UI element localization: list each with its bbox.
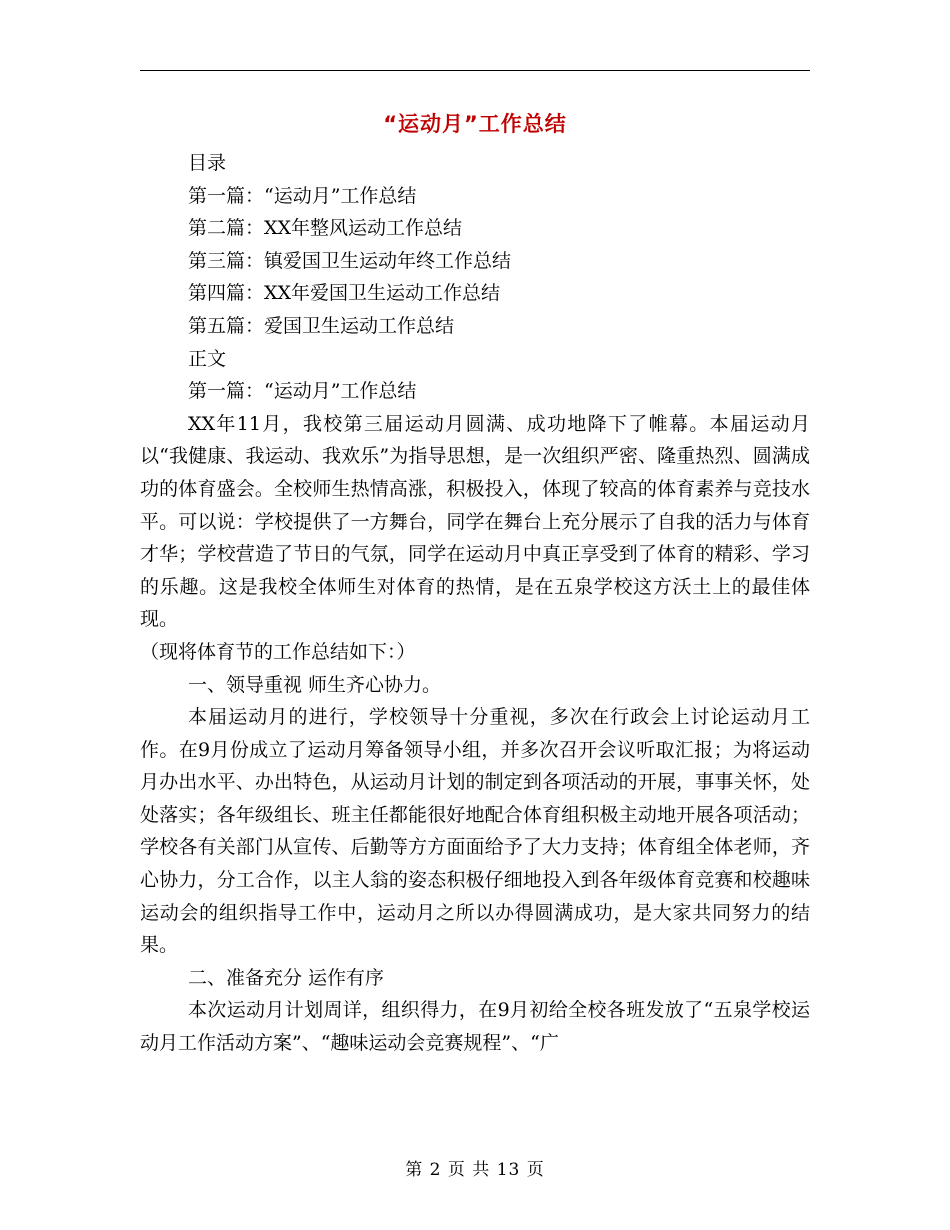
paragraph: 本次运动月计划周详，组织得力，在9月初给全校各班发放了“五泉学校运动月工作活动方案”、“趣味运动会竞赛规程”、“广: [140, 999, 810, 1055]
document-body: [140, 147, 810, 1060]
toc-item: 第一篇：“运动月”工作总结: [188, 184, 417, 207]
paragraph: XX年11月，我校第三届运动月圆满、成功地降下了帷幕。本届运动月以“我健康、我运动、我欢乐”为指导思想，是一次组织严密、隆重热烈、圆满成功的体育盛会。全校师生热情高涨，积极投入，体现了较高的体育素养与竞技水平。可以说：学校提供了一方舞台，同学在舞台上充分展示了自我的活力与体育才华；学校营造了节日的气氛，同学在运动月中真正享受到了体育的精彩、学习的乐趣。这是我校全体师生对体育的热情，是在五泉学校这方沃土上的最佳体现。: [140, 412, 810, 631]
toc-item: 第二篇：XX年整风运动工作总结: [188, 217, 463, 240]
section-heading: 一、领导重视 师生齐心协力。: [188, 673, 442, 696]
paragraph-note: （现将体育节的工作总结如下：）: [140, 640, 416, 663]
toc-item: 第四篇：XX年爱国卫生运动工作总结: [188, 282, 501, 305]
header-rule: [140, 70, 810, 71]
toc-item: 第三篇：镇爱国卫生运动年终工作总结: [188, 249, 512, 272]
body-heading: 正文: [188, 347, 227, 370]
paragraph: 本届运动月的进行，学校领导十分重视，多次在行政会上讨论运动月工作。在9月份成立了运动月筹备领导小组，并多次召开会议听取汇报；为将运动月办出水平、办出特色，从运动月计划的制定到各项活动的开展，事事关怀，处处落实；各年级组长、班主任都能很好地配合体育组积极主动地开展各项活动；学校各有关部门从宣传、后勤等方方面面给予了大力支持；体育组全体老师，齐心协力，分工合作，以主人翁的姿态积极仔细地投入到各年级体育竞赛和校趣味运动会的组织指导工作中，运动月之所以办得圆满成功，是大家共同努力的结果。: [140, 706, 810, 957]
toc-item: 第五篇：爱国卫生运动工作总结: [188, 314, 455, 337]
toc-heading: 目录: [188, 152, 227, 174]
page-number: 第 2 页 共 13 页: [405, 1160, 545, 1180]
section-heading: 二、准备充分 运作有序: [188, 966, 385, 989]
document-title: “运动月”工作总结: [383, 112, 567, 136]
part-heading: 第一篇：“运动月”工作总结: [188, 380, 417, 403]
